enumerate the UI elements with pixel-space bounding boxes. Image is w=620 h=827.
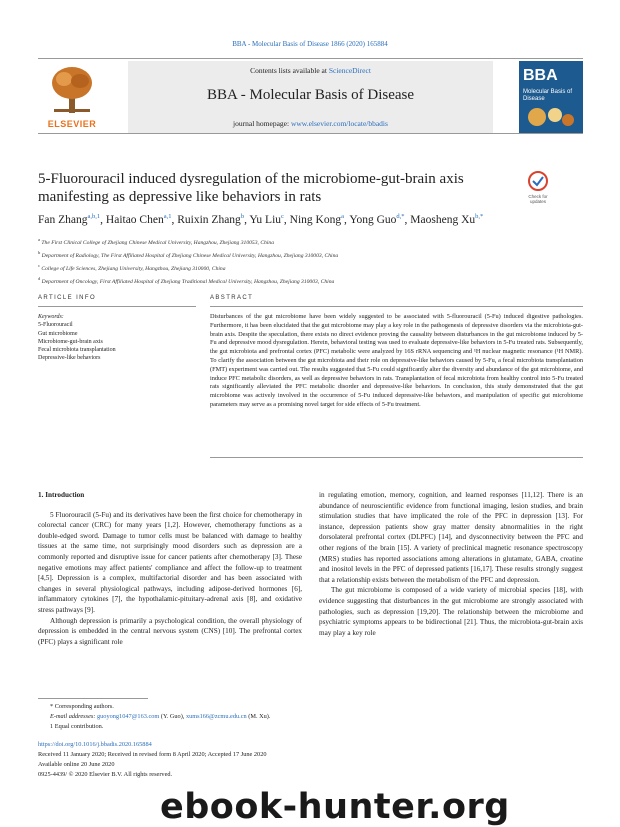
email-link-xu[interactable]: xums166@zcmu.edu.cn xyxy=(185,713,247,720)
journal-title: BBA - Molecular Basis of Disease xyxy=(206,87,415,103)
contents-prefix: Contents lists available at xyxy=(250,66,329,75)
author-name: Haitao Chen xyxy=(105,213,164,226)
affiliation-sup: a xyxy=(38,237,40,242)
article-info-heading: ARTICLE INFO xyxy=(38,295,97,301)
cover-art-icon xyxy=(525,105,577,129)
author-name: Yong Guo xyxy=(349,213,397,226)
contents-line xyxy=(128,66,493,75)
keyword: Microbiome-gut-brain axis xyxy=(38,338,103,345)
author-sup: b,* xyxy=(475,213,484,220)
divider xyxy=(210,306,583,307)
keyword: Fecal microbiota transplantation xyxy=(38,347,116,354)
doi-link[interactable]: https://doi.org/10.1016/j.bbadis.2020.165884 xyxy=(38,741,152,748)
footnote-divider xyxy=(38,698,148,699)
author[interactable] xyxy=(290,214,344,226)
abstract-heading: ABSTRACT xyxy=(210,295,254,301)
author[interactable] xyxy=(106,214,172,226)
copyright: 0925-4439/ © 2020 Elsevier B.V. All rights reserved. xyxy=(38,771,173,778)
affiliation xyxy=(38,235,583,248)
affiliation-text: Department of Oncology, First Affiliated Hospital of Zhejiang Traditional Medical University, Hangzhou, Zhejiang 310003, China xyxy=(41,278,335,285)
homepage-prefix: journal homepage: xyxy=(233,119,291,128)
affiliation-text: College of Life Sciences, Zhejiang University, Hangzhou, Zhejiang 310000, China xyxy=(41,265,226,272)
email-owner: (M. Xu). xyxy=(246,713,271,720)
affiliation-text: Department of Radiology, The First Affiliated Hospital of Zhejiang Chinese Medical University, Hangzhou, Zhejiang 310003, China xyxy=(41,252,339,259)
author-name: Fan Zhang xyxy=(38,213,88,226)
body-column-right xyxy=(319,490,583,638)
check-for-updates-badge[interactable] xyxy=(522,170,554,208)
affiliation-text: The First Clinical College of Zhejiang Chinese Medical University, Hangzhou, Zhejiang 310053, China xyxy=(41,239,274,246)
body-column-left xyxy=(38,490,302,647)
keywords-label: Keywords: xyxy=(38,314,64,320)
corresponding-note: * Corresponding authors. xyxy=(50,703,114,710)
keywords-block xyxy=(38,313,196,363)
homepage-link[interactable]: www.elsevier.com/locate/bbadis xyxy=(290,119,388,128)
keyword: Gut microbiome xyxy=(38,330,78,337)
abstract-text: Disturbances of the gut microbiome have been widely suggested to be associated with 5-fluorouracil (5-Fu) induced digestive pathologies. Furthermore, it has been elucidated that the gut microbiome may play a key role in the pathogenesis of depressive disorders via the microbiota-gut-brain axis. Despite the speculation, there exists no direct evidence proving the causality between disturbances in the gut microbiome induced by 5-Fu and depressive mood dysregulation. Herein, behavioral testing was used to evaluate depressive-like behaviors in 5-Fu treated rats. Subsequently, the gut microbiota and prefrontal cortex (PFC) metabolic were analyzed by 16S rRNA sequencing and ¹H nuclear magnetic resonance (¹H NMR). To clarify the association between the gut microbiota and their role on depressive-like behaviors caused by 5-Fu, a fecal microbiota transplantation (FMT) experiment was carried out. The results suggested that 5-Fu could significantly alter the diversity and abundance of the gut microbiome, and induce PFC metabolic disorders, as well as depressive behaviors in rats. Transplantation of fecal microbiota from healthy control into 5-Fu treated rats significantly alleviated the PFC metabolic disorder and depressive-like behaviors. In conclusion, this study demonstrated that the gut microbiome was actively involved in the occurrence of 5-Fu induced depressive-like behaviors, and manipulation of specific gut microbiome parameters may serve as a promising novel target for side effects of 5-Fu treatment. xyxy=(210,313,583,408)
divider xyxy=(38,306,196,307)
author-sup: d,* xyxy=(396,213,405,220)
author[interactable] xyxy=(38,214,100,226)
email-note xyxy=(38,712,583,722)
journal-header xyxy=(38,58,583,134)
author[interactable] xyxy=(249,214,284,226)
check-for-updates-icon xyxy=(522,170,554,194)
check-badge-label xyxy=(522,194,554,204)
watermark: ebook-hunter.org xyxy=(160,787,510,827)
author-list: Fan Zhang$^{a,b,1}$, Haitao Chen$^{a,1}$, Ruixin Zhang$^b$, Yu Liu$^c$, Ning Kong$^a$, Yong Guo$^{d,*}$, Maosheng $Xu^{b,*}$ xyxy=(38,213,484,226)
author-sup: a xyxy=(341,213,344,220)
journal-reference[interactable]: BBA - Molecular Basis of Disease 1866 (2020) 165884 xyxy=(232,40,388,48)
publication-info xyxy=(38,740,583,780)
journal-cover-image xyxy=(519,61,583,133)
body-paragraph: The gut microbiome is composed of a wide variety of microbial species [18], with evidence suggesting that disturbances in the gut microbiome are strongly associated with pathologies, such as depression [19,20]. The relationship between the microbiome and psychiatric symptoms appears to be bidirectional [21]. Thus, the microbiota-gut-brain axis may play a key role xyxy=(319,586,583,637)
email-owner: (Y. Guo), xyxy=(159,713,186,720)
article-title: 5-Fluorouracil induced dysregulation of the microbiome-gut-brain axis manifesting as depressive like behaviors in rats xyxy=(38,171,464,205)
body-paragraph: 5 Fluorouracil (5-Fu) and its derivatives have been the first choice for chemotherapy in colorectal cancer (CRC) for many years [1,2]. However, chemotherapy functions as a double-edged sword. Damage to tumor cells must be balanced with damage to healthy tissues at the same time, not surprisingly mood disorders such as depression are a commonly reported and disruptive issue for cancer patients after chemotherapy [3]. These negative emotions may affect patients' compliance and affect the follow-up to treatment [4,5]. Depression is a complex, multifactorial disorder and has been associated with changes in several physiological pathways, including adipose-derived hormones [6], inflammatory cytokines [7], the hypothalamic-pituitary-adrenal axis [8], and oxidative stress pathways [9]. xyxy=(38,510,302,614)
elsevier-wordmark: ELSEVIER xyxy=(47,119,97,129)
online-date: Available online 20 June 2020 xyxy=(38,761,115,768)
author[interactable] xyxy=(410,214,483,226)
keyword: 5-Fluorouracil xyxy=(38,322,73,329)
affiliation-sup: b xyxy=(38,249,41,255)
keyword: Depressive-like behaviors xyxy=(38,355,101,362)
author-sup: a,1 xyxy=(163,213,172,220)
email-label: E-mail addresses: xyxy=(50,713,97,720)
author[interactable] xyxy=(177,214,244,226)
section-heading: 1. Introduction xyxy=(38,491,85,499)
affiliations xyxy=(38,235,583,286)
homepage-line xyxy=(128,119,493,128)
footnotes xyxy=(38,702,583,732)
check-badge-line1: Check for xyxy=(528,194,548,199)
check-badge-line2: updates xyxy=(529,199,546,204)
author-sup: a,b,1 xyxy=(87,213,101,220)
cover-subtitle: Molecular Basis of Disease xyxy=(523,89,573,102)
divider xyxy=(210,457,583,458)
affiliation xyxy=(38,261,583,274)
author-name: Maosheng Xu xyxy=(410,213,476,226)
elsevier-tree-icon xyxy=(50,65,94,115)
received-dates: Received 11 January 2020; Received in revised form 8 April 2020; Accepted 17 June 2020 xyxy=(38,751,267,758)
email-link-guo[interactable]: guoyong1047@163.com xyxy=(97,713,160,720)
affiliation-sup: d xyxy=(38,275,41,281)
author-name: Ruixin Zhang xyxy=(177,213,241,226)
body-paragraph: in regulating emotion, memory, cognition, and learned responses [11,12]. There is an abundance of neuroscientific evidence from functional imaging, lesion studies, and brain stimulation studies that have implicated the role of the PFC in depression [13]. For instance, depression patients show gray matter density abnormalities in the right dorsolateral prefrontal cortex (DLPFC) [14], and dysconnectivity between the PFC and other regions of the brain [15]. A variety of preclinical magnetic resonance spectroscopy (MRS) studies has reported associations among alterations in glutamate, GABA, creatine and inositol levels in the PFC of depressed patients [16,17]. These results strongly suggest that a relationship exists between the metabolism of the PFC and depression. xyxy=(319,491,583,584)
author-name: Yu Liu xyxy=(249,213,282,226)
journal-info-band xyxy=(128,61,493,133)
affiliation xyxy=(38,248,583,261)
elsevier-logo xyxy=(40,63,104,131)
author-sup: b xyxy=(240,213,245,220)
sciencedirect-link[interactable]: ScienceDirect xyxy=(328,66,371,75)
affiliation-sup: c xyxy=(38,262,40,268)
equal-contribution-note: 1 Equal contribution. xyxy=(50,723,104,730)
body-paragraph: Although depression is primarily a psychological condition, the overall physiology of depression is embedded in the central nervous system (CNS) [10]. The prefrontal cortex (PFC) plays a significant role xyxy=(38,616,302,646)
cover-title: BBA xyxy=(523,67,558,84)
author[interactable] xyxy=(349,214,404,226)
author-name: Ning Kong xyxy=(289,213,342,226)
affiliation xyxy=(38,274,583,287)
author-sup: c xyxy=(281,213,284,220)
